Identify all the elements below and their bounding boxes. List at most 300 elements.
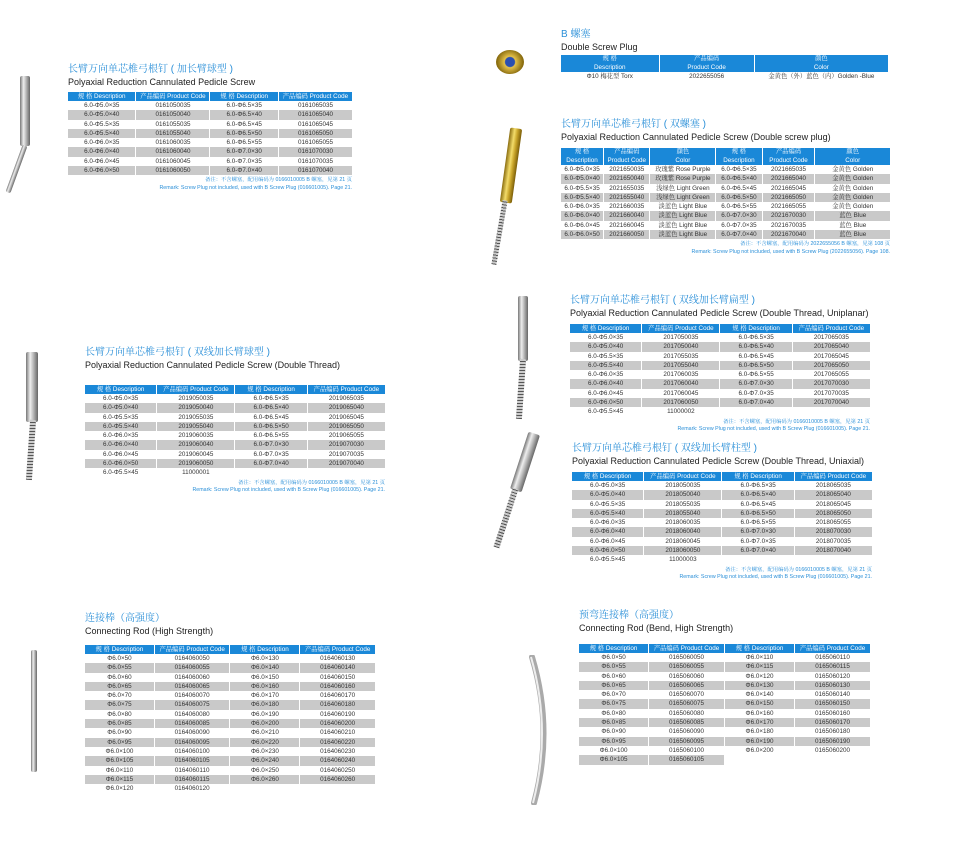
table-cell: 2021665035 xyxy=(771,166,807,173)
table-cell: 0161065055 xyxy=(297,139,333,147)
column-header: 规 格 Description xyxy=(85,645,154,654)
remark-en: Remark: Screw Plug not included, used with B Screw Plug (016601005). Page 21. xyxy=(677,426,870,433)
pedicle-screw-image xyxy=(18,76,32,196)
table-cell: Φ6.0×75 xyxy=(85,700,154,709)
table-cell: 金黄色 Golden xyxy=(832,203,874,211)
table-cell: 6.0-Φ6.5×50 xyxy=(720,361,791,370)
table-cell: 0161070040 xyxy=(279,166,352,175)
table-cell: 6.0-Φ7.0×40 xyxy=(722,546,793,555)
table-cell: 6.0-Φ6.0×50 xyxy=(570,398,641,407)
table-cell: 6.0-Φ6.5×35 xyxy=(226,102,262,109)
table-cell: 2017060045 xyxy=(663,389,699,397)
table-cell: 2017070030 xyxy=(793,379,870,388)
table-cell: 6.0-Φ5.5×40 xyxy=(572,509,643,518)
section-double-thread-uniaxial xyxy=(572,442,872,582)
table-cell: 6.0-Φ5.0×35 xyxy=(564,166,600,173)
product-table xyxy=(571,472,873,565)
table-cell: 6.0-Φ5.0×40 xyxy=(570,342,641,351)
empty-cell xyxy=(795,755,870,764)
table-cell: 0164060070 xyxy=(174,692,210,700)
table-cell: 0165060085 xyxy=(649,718,724,727)
table-row xyxy=(68,120,352,129)
table-row xyxy=(561,174,890,183)
table-cell: 6.0-Φ6.5×35 xyxy=(740,482,776,489)
table-row xyxy=(85,450,385,459)
table-cell: 2019060050 xyxy=(157,459,234,468)
section-double-thread xyxy=(85,346,385,495)
table-row xyxy=(572,527,872,536)
empty-cell xyxy=(230,784,299,793)
table-cell: Φ6.0×55 xyxy=(85,663,154,672)
table-cell: 0164060060 xyxy=(174,673,210,681)
table-cell: 6.0-Φ7.0×35 xyxy=(738,389,774,397)
table-cell: 2021660040 xyxy=(604,211,649,220)
column-header: 颜色 Color xyxy=(755,55,888,72)
table-cell: 金黄色 Golden xyxy=(832,166,874,173)
table-cell: 0161065050 xyxy=(279,129,352,138)
table-cell: 2019070035 xyxy=(328,450,364,458)
table-cell: 6.0-Φ5.5×40 xyxy=(68,129,135,138)
table-cell: 浅绿色 Light Green xyxy=(656,184,710,192)
table-cell: 蓝色 Blue xyxy=(839,221,867,229)
double-thread-screw-image xyxy=(20,352,50,482)
column-header: 产品编码 Product Code xyxy=(660,55,754,72)
table-row xyxy=(85,700,375,709)
table-row xyxy=(85,468,385,477)
table-cell: 6.0-Φ6.0×45 xyxy=(587,389,624,397)
table-cell: 6.0-Φ6.5×55 xyxy=(253,432,289,440)
table-cell: 2019065055 xyxy=(328,432,364,440)
table-cell: 6.0-Φ5.0×40 xyxy=(85,403,156,412)
table-cell: 6.0-Φ6.5×45 xyxy=(738,352,774,360)
table-cell: Φ6.0×70 xyxy=(601,691,626,699)
table-cell: 0164060115 xyxy=(155,775,230,784)
table-cell: 浅绿色 Light Green xyxy=(650,193,715,202)
table-header-row xyxy=(579,644,870,653)
column-header: 规 格 Description xyxy=(210,92,277,101)
table-header-row xyxy=(561,55,888,72)
table-cell: 2021660045 xyxy=(609,221,645,229)
table-cell: 2021670030 xyxy=(763,211,815,220)
table-cell: 0165060120 xyxy=(815,672,851,680)
table-cell: 0165060080 xyxy=(669,709,705,717)
table-row xyxy=(579,727,870,736)
table-cell: 0164060110 xyxy=(174,766,210,774)
table-cell: 2021650035 xyxy=(609,166,645,173)
table-cell: 6.0-Φ6.5×40 xyxy=(722,490,793,499)
column-header: 规 格 Description xyxy=(230,645,299,654)
table-cell: 6.0-Φ6.0×35 xyxy=(84,139,120,147)
table-cell: Φ6.0×115 xyxy=(725,662,794,671)
table-cell: 6.0-Φ6.0×50 xyxy=(561,230,603,239)
table-cell: Φ6.0×180 xyxy=(230,700,299,709)
table-cell: 6.0-Φ7.0×35 xyxy=(740,537,776,545)
table-row xyxy=(579,681,870,690)
table-cell: 0164060105 xyxy=(155,756,230,765)
remark-en: Remark: Screw Plug not included, used with B Screw Plug (016601005). Page 21. xyxy=(192,487,385,494)
table-cell: 0165060110 xyxy=(815,654,850,661)
table-cell: 6.0-Φ6.5×45 xyxy=(253,413,289,421)
table-cell: 0165060140 xyxy=(815,691,851,699)
table-cell: 6.0-Φ6.5×40 xyxy=(235,403,306,412)
table-cell: 2017060050 xyxy=(642,398,719,407)
table-row xyxy=(570,361,870,370)
table-cell: 0165060060 xyxy=(669,672,705,680)
table-cell: 6.0-Φ5.0×35 xyxy=(587,334,624,341)
table-cell: Φ6.0×260 xyxy=(230,775,299,784)
section-title-cn: 预弯连接棒（高强度） xyxy=(579,610,679,621)
table-cell: Φ6.0×65 xyxy=(579,681,648,690)
table-cell: Φ6.0×130 xyxy=(250,655,279,662)
table-cell: 6.0-Φ7.0×30 xyxy=(210,147,277,156)
table-cell: 2018070035 xyxy=(815,537,851,545)
table-cell: Φ6.0×90 xyxy=(601,728,626,736)
empty-cell xyxy=(722,555,793,564)
table-cell: 6.0-Φ6.0×35 xyxy=(589,519,626,527)
table-cell: 0164060095 xyxy=(155,738,230,747)
table-cell: 0164060200 xyxy=(300,719,375,728)
table-cell: 0165060055 xyxy=(649,662,724,671)
table-cell: 2017050040 xyxy=(642,342,719,351)
table-row xyxy=(85,719,375,728)
table-cell: 2018060035 xyxy=(665,519,701,527)
table-cell: 6.0-Φ6.5×35 xyxy=(253,395,289,402)
table-cell: 6.0-Φ5.5×35 xyxy=(564,184,600,192)
table-cell: Φ6.0×150 xyxy=(725,699,794,708)
remark-cn: 备注：不含螺塞，配用编码为 0166010005 B 螺塞，见第 21 页 xyxy=(723,418,870,425)
table-cell: Φ6.0×105 xyxy=(85,756,154,765)
column-header: 产品编码 Product Code xyxy=(604,148,649,165)
section-double-screw-plug-pedicle xyxy=(561,118,890,256)
table-row xyxy=(85,775,375,784)
table-cell: 2018070040 xyxy=(795,546,872,555)
table-cell: 0164060120 xyxy=(174,785,210,793)
empty-cell xyxy=(300,784,375,793)
table-cell: Φ6.0×110 xyxy=(105,766,134,774)
table-cell: 0161055035 xyxy=(155,120,191,128)
product-table xyxy=(560,55,889,81)
table-cell: 6.0-Φ5.0×35 xyxy=(84,102,120,109)
table-row xyxy=(68,110,352,119)
table-cell: 2017050035 xyxy=(663,334,699,341)
table-row xyxy=(579,746,870,755)
table-cell: Φ6.0×200 xyxy=(230,719,299,728)
table-cell: 6.0-Φ7.0×35 xyxy=(253,450,289,458)
table-cell: 2021660035 xyxy=(609,203,645,211)
table-cell: 6.0-Φ5.0×35 xyxy=(589,482,626,489)
table-cell: 2017070035 xyxy=(813,389,849,397)
table-cell: 2018055040 xyxy=(644,509,721,518)
table-cell: 0164060240 xyxy=(300,756,375,765)
table-cell: Φ6.0×85 xyxy=(579,718,648,727)
table-cell: 玫瑰紫 Rose Purple xyxy=(655,166,711,173)
table-cell: 2021665045 xyxy=(771,184,807,192)
table-cell: 2018070030 xyxy=(795,527,872,536)
table-cell: 2018060045 xyxy=(665,537,701,545)
table-row xyxy=(561,165,890,174)
table-row xyxy=(85,440,385,449)
table-row xyxy=(570,389,870,398)
product-table xyxy=(67,92,353,175)
column-header: 规 格 Description xyxy=(722,472,793,481)
table-cell: 0164060080 xyxy=(174,710,210,718)
table-row xyxy=(68,147,352,156)
table-cell: 2021650040 xyxy=(604,174,649,183)
table-cell: 2018065040 xyxy=(795,490,872,499)
table-cell: 2017065045 xyxy=(813,352,849,360)
remark-note xyxy=(68,177,352,192)
table-cell: 蓝色 Blue xyxy=(815,230,890,239)
table-cell: Φ6.0×130 xyxy=(725,681,794,690)
table-cell: 0164060260 xyxy=(300,775,375,784)
table-cell: Φ6.0×240 xyxy=(230,756,299,765)
table-cell: 金黄色 Golden xyxy=(815,193,890,202)
table-row xyxy=(85,459,385,468)
table-cell: Φ6.0×230 xyxy=(250,747,279,755)
table-row xyxy=(570,398,870,407)
table-cell: 2021670035 xyxy=(771,221,807,229)
table-row xyxy=(85,422,385,431)
table-cell: Φ6.0×90 xyxy=(107,729,132,737)
table-cell: Φ6.0×190 xyxy=(250,710,279,718)
table-cell: Φ6.0×55 xyxy=(579,662,648,671)
table-row xyxy=(572,509,872,518)
table-cell: 2019065050 xyxy=(308,422,385,431)
table-row xyxy=(570,407,870,416)
table-cell: 6.0-Φ5.0×35 xyxy=(102,395,139,402)
table-cell: Φ6.0×160 xyxy=(230,682,299,691)
column-header: 产品编码 Product Code xyxy=(157,385,234,394)
empty-cell xyxy=(795,555,872,564)
column-header: 产品编码 Product Code xyxy=(300,645,375,654)
table-cell: 2017055040 xyxy=(642,361,719,370)
table-row xyxy=(85,710,375,719)
table-cell: 2017065055 xyxy=(813,371,849,379)
table-row xyxy=(579,709,870,718)
table-cell: 6.0-Φ7.0×40 xyxy=(720,398,791,407)
table-row xyxy=(572,537,872,546)
table-cell: 0164060160 xyxy=(300,682,375,691)
column-header: 产品编码 Product Code xyxy=(763,148,815,165)
table-cell: 6.0-Φ6.0×45 xyxy=(102,450,139,458)
table-row xyxy=(572,555,872,564)
table-cell: 0161060050 xyxy=(136,166,209,175)
table-cell: 6.0-Φ7.0×30 xyxy=(720,379,791,388)
table-cell: 6.0-Φ6.5×40 xyxy=(716,174,761,183)
table-cell: Φ6.0×95 xyxy=(85,738,154,747)
table-cell: 2021655035 xyxy=(609,184,645,192)
table-cell: 0164060085 xyxy=(155,719,230,728)
table-cell: 6.0-Φ6.5×40 xyxy=(210,110,277,119)
column-header: 产品编码 Product Code xyxy=(155,645,230,654)
table-row xyxy=(68,138,352,147)
table-row xyxy=(561,72,888,81)
table-cell: Φ6.0×140 xyxy=(745,691,774,699)
table-cell: 2017055035 xyxy=(663,352,699,360)
empty-cell xyxy=(725,755,794,764)
table-cell: 2022655056 xyxy=(689,73,725,80)
table-row xyxy=(579,737,870,746)
table-cell: 6.0-Φ5.5×35 xyxy=(102,413,139,421)
column-header: 颜色 Color xyxy=(815,148,890,165)
table-cell: 6.0-Φ5.0×40 xyxy=(561,174,603,183)
table-cell: 0164060170 xyxy=(320,692,356,700)
column-header: 规 格 Description xyxy=(725,644,794,653)
section-polyaxial-screw xyxy=(68,63,352,192)
bent-rod-image xyxy=(520,655,560,805)
table-cell: 11000001 xyxy=(182,469,210,477)
table-cell: 淡蓝色 Light Blue xyxy=(658,221,708,229)
column-header: 规 格 Description xyxy=(570,324,641,333)
table-cell: 金黄色（外）蓝色（内）Golden -Blue xyxy=(768,73,875,80)
column-header: 规 格 Description xyxy=(716,148,761,165)
table-cell: 0164060065 xyxy=(155,682,230,691)
table-cell: 2021670040 xyxy=(763,230,815,239)
table-cell: 0164060250 xyxy=(320,766,356,774)
remark-en: Remark: Screw Plug not included, used with B Screw Plug (016601005). Page 21. xyxy=(679,574,872,581)
table-cell: 6.0-Φ6.0×40 xyxy=(561,211,603,220)
table-cell: 0161060035 xyxy=(155,139,191,147)
table-row xyxy=(572,546,872,555)
table-cell: Φ6.0×60 xyxy=(601,672,626,680)
table-cell: 0165060070 xyxy=(669,691,705,699)
section-title-en: Double Screw Plug xyxy=(561,42,638,52)
table-header-row xyxy=(561,148,890,165)
table-row xyxy=(572,500,872,509)
section-title-en: Polyaxial Reduction Cannulated Pedicle Screw (Double Thread, Uniaxial) xyxy=(572,456,864,466)
table-cell: 0164060220 xyxy=(300,738,375,747)
table-cell: 6.0-Φ6.5×55 xyxy=(721,203,757,211)
product-table xyxy=(84,645,376,793)
section-bent-connecting-rod xyxy=(579,609,870,765)
column-header: 产品编码 Product Code xyxy=(642,324,719,333)
table-cell: 6.0-Φ6.0×40 xyxy=(572,527,643,536)
table-row xyxy=(579,672,870,681)
table-cell: 2019060035 xyxy=(178,432,214,440)
section-double-screw-plug xyxy=(561,28,888,81)
table-cell: 2021655040 xyxy=(604,193,649,202)
table-cell: 0165060065 xyxy=(649,681,724,690)
table-row xyxy=(85,682,375,691)
table-cell: 淡蓝色 Light Blue xyxy=(650,211,715,220)
table-row xyxy=(68,129,352,138)
table-cell: 0165060180 xyxy=(815,728,851,736)
table-row xyxy=(85,738,375,747)
table-cell: 金黄色 Golden xyxy=(832,184,874,192)
table-row xyxy=(85,784,375,793)
remark-note xyxy=(570,419,870,434)
table-cell: 淡蓝色 Light Blue xyxy=(658,203,708,211)
uniplanar-screw-image xyxy=(512,296,536,421)
table-cell: Φ6.0×170 xyxy=(250,692,279,700)
table-header-row xyxy=(68,92,352,101)
table-cell: Φ6.0×210 xyxy=(250,729,279,737)
column-header: 规 格 Description xyxy=(561,55,659,72)
table-cell: Φ6.0×60 xyxy=(107,673,132,681)
table-cell: 0165060050 xyxy=(669,654,705,661)
table-cell: 6.0-Φ6.5×55 xyxy=(226,139,262,147)
table-cell: 6.0-Φ7.0×30 xyxy=(722,527,793,536)
table-cell: Φ6.0×100 xyxy=(105,747,134,755)
table-cell: Φ6.0×80 xyxy=(601,709,626,717)
table-cell: 2018050040 xyxy=(644,490,721,499)
table-cell: 0164060230 xyxy=(320,747,356,755)
table-row xyxy=(570,333,870,342)
table-row xyxy=(572,481,872,490)
section-title-cn: 长臂万向单芯椎弓根钉 ( 双线加长臂扁型 ) xyxy=(570,295,755,306)
table-cell: 2017065040 xyxy=(793,342,870,351)
table-cell: Φ6.0×140 xyxy=(230,663,299,672)
column-header: 规 格 Description xyxy=(68,92,135,101)
table-cell: 6.0-Φ6.0×45 xyxy=(589,537,626,545)
table-cell: 6.0-Φ6.5×50 xyxy=(210,129,277,138)
table-row xyxy=(85,413,385,422)
table-cell: 金黄色 Golden xyxy=(815,174,890,183)
table-row xyxy=(579,662,870,671)
table-cell: 6.0-Φ6.0×35 xyxy=(564,203,600,211)
table-cell: 6.0-Φ6.5×55 xyxy=(740,519,776,527)
table-cell: 6.0-Φ6.5×45 xyxy=(721,184,757,192)
remark-cn: 备注：不含螺塞，配用编码为 0166010005 B 螺塞，见第 21 页 xyxy=(238,479,385,486)
table-cell: 2019065040 xyxy=(308,403,385,412)
table-row xyxy=(579,653,870,662)
table-cell: 2018065045 xyxy=(815,500,851,508)
table-cell: 0165060075 xyxy=(649,699,724,708)
table-row xyxy=(85,663,375,672)
table-header-row xyxy=(570,324,870,333)
table-header-row xyxy=(572,472,872,481)
table-header-row xyxy=(85,645,375,654)
table-cell: 0161050035 xyxy=(155,102,191,109)
section-title-cn: 长臂万向单芯椎弓根钉 ( 加长臂球型 ) xyxy=(68,64,233,75)
table-cell: 6.0-Φ6.5×50 xyxy=(716,193,761,202)
table-cell: Φ6.0×50 xyxy=(601,654,626,661)
column-header: 规 格 Description xyxy=(85,385,156,394)
table-cell: 2021660050 xyxy=(604,230,649,239)
table-cell: 0161070035 xyxy=(297,157,333,165)
table-cell: 6.0-Φ6.0×50 xyxy=(572,546,643,555)
section-title-en: Polyaxial Reduction Cannulated Pedicle Screw (Double Thread) xyxy=(85,360,340,370)
table-cell: 6.0-Φ6.0×40 xyxy=(85,440,156,449)
table-cell: 2021665055 xyxy=(771,203,807,211)
table-cell: 0165060150 xyxy=(795,699,870,708)
table-cell: 2017065050 xyxy=(793,361,870,370)
table-row xyxy=(85,747,375,756)
table-cell: 6.0-Φ7.0×40 xyxy=(235,459,306,468)
table-cell: 0161065040 xyxy=(279,110,352,119)
table-cell: 0165060100 xyxy=(669,746,705,754)
table-cell: 0165060130 xyxy=(795,681,870,690)
table-cell: Φ6.0×110 xyxy=(745,654,774,661)
table-cell: 11000003 xyxy=(669,556,697,564)
table-cell: 2018055035 xyxy=(665,500,701,508)
uniaxial-screw-image xyxy=(495,432,540,552)
table-row xyxy=(85,766,375,775)
table-cell: 蓝色 Blue xyxy=(815,211,890,220)
section-title-cn: 长臂万向单芯椎弓根钉 ( 双线加长臂球型 ) xyxy=(85,347,270,358)
empty-cell xyxy=(793,407,870,416)
table-cell: 6.0-Φ6.0×45 xyxy=(564,221,600,229)
table-cell: 2019065035 xyxy=(328,395,364,402)
table-row xyxy=(561,230,890,239)
table-row xyxy=(68,166,352,175)
double-plug-screw-image xyxy=(495,128,525,268)
empty-cell xyxy=(235,468,306,477)
table-cell: 0165060160 xyxy=(815,709,851,717)
column-header: 产品编码 Product Code xyxy=(136,92,209,101)
table-cell: 6.0-Φ5.5×45 xyxy=(587,408,624,416)
table-cell: Φ6.0×100 xyxy=(599,746,628,754)
